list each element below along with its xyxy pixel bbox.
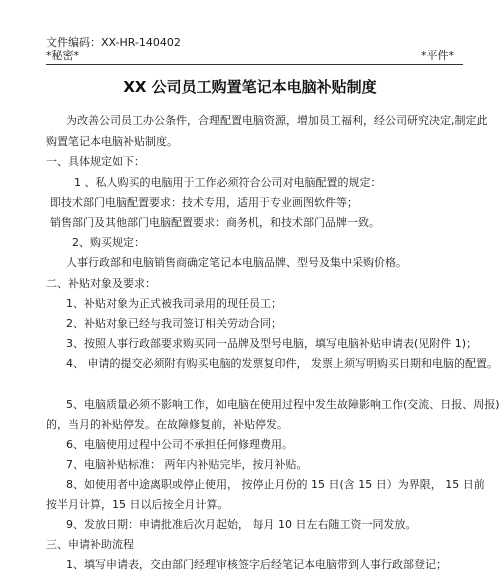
section-2-item: 8、如使用者中途离职或停止使用， 按停止月份的 15 日(含 15 日）为界限， 15 日前 [66,478,485,491]
intro-line-2: 购置笔记本电脑补贴制度。 [46,135,178,148]
section-1-para-5: 人事行政部和电脑销售商确定笔记本电脑品牌、型号及集中采购价格。 [66,256,407,269]
urgency-mark: *平件* [421,49,454,62]
section-2-item: 2、补贴对象已经与我司签订相关劳动合同； [66,317,282,330]
section-1-para-4: 2、购买规定： [72,236,145,249]
section-2-item-continued: 按半月计算，15 日以后按全月计算。 [46,498,229,511]
section-3-heading: 三、申请补助流程 [46,538,134,551]
section-3-item: 1、填写申请表，交由部门经理审核签字后经笔记本电脑带到人事行政部登记； [66,558,447,571]
section-2-item: 1、补贴对象为正式被我司录用的现任员工； [66,297,282,310]
section-2-item: 7、电脑补贴标准： 两年内补贴完毕，按月补贴。 [66,458,308,471]
section-2-item: 3、按照人事行政部要求购买同一品牌及型号电脑，填写电脑补贴申请表(见附件 1)； [66,337,478,350]
section-2-item: 5、电脑质量必须不影响工作，如电脑在使用过程中发生故障影响工作(交流、日报、周报) [66,398,500,411]
section-2-item: 6、电脑使用过程中公司不承担任何修理费用。 [66,438,293,451]
file-number: 文件编码：XX-HR-140402 [46,36,181,49]
secrecy-mark: *秘密* [46,49,79,62]
document-title: XX 公司员工购置笔记本电脑补贴制度 [123,78,377,96]
section-1-heading: 一、具体规定如下： [46,155,145,168]
section-2-heading: 二、补贴对象及要求： [46,277,156,290]
section-2-item-continued: 的，当月的补贴停发。在故障修复前，补贴停发。 [46,418,288,431]
section-1-para-1: 1 、私人购买的电脑用于工作必须符合公司对电脑配置的规定： [74,176,382,189]
header-divider [46,64,463,65]
section-1-para-3: 销售部门及其他部门电脑配置要求：商务机，和技术部门品牌一致。 [50,216,380,229]
intro-line-1: 为改善公司员工办公条件，合理配置电脑资源，增加员工福利，经公司研究决定,制定此 [66,114,488,127]
section-1-para-2: 即技术部门电脑配置要求：技术专用，适用于专业画图软件等； [50,196,358,209]
section-2-item: 4、 申请的提交必须附有购买电脑的发票复印件， 发票上须写明购买日期和电脑的配置。 [66,357,498,370]
section-2-item: 9、发放日期：申请批准后次月起始， 每月 10 日左右随工资一同发放。 [66,518,417,531]
